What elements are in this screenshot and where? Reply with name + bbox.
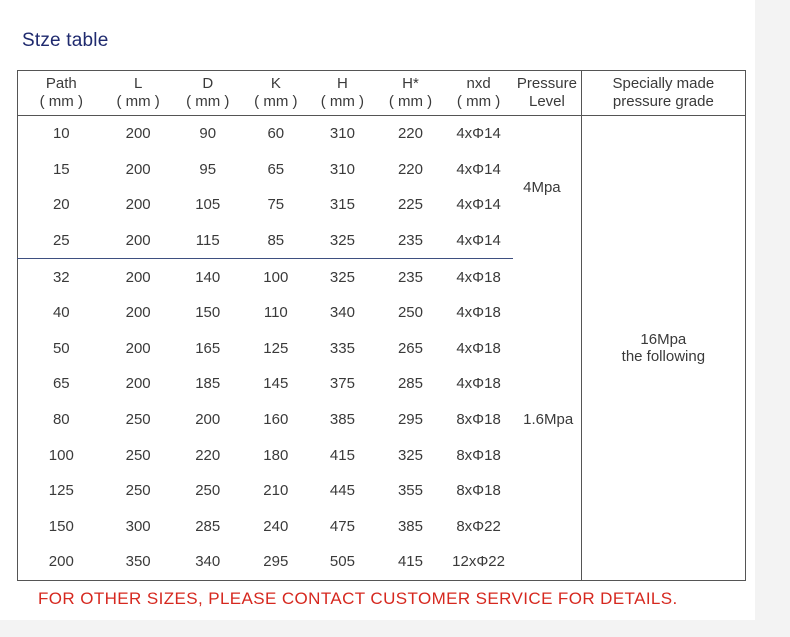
cell-nxd: 4xΦ14 (456, 196, 501, 214)
header-path: Path ( mm ) (18, 71, 105, 116)
cell-path: 10 (52, 125, 70, 143)
cell-h: 375 (329, 375, 355, 393)
cell-h-star: 285 (397, 375, 423, 393)
cell-d: 165 (195, 339, 221, 357)
cell-path: 15 (52, 160, 70, 178)
cell-d: 115 (172, 223, 244, 259)
cell-l: 300 (125, 517, 151, 535)
cell-h: 505 (329, 553, 355, 571)
cell-h: 335 (329, 339, 355, 357)
cell-d: 250 (195, 482, 221, 500)
cell-d: 220 (195, 446, 221, 464)
cell-k: 100 (263, 268, 289, 286)
cell-nxd: 4xΦ14 (444, 223, 513, 259)
cell-path: 32 (52, 268, 70, 286)
cell-d: 285 (195, 517, 221, 535)
cell-k: 110 (263, 304, 288, 322)
cell-h: 325 (308, 223, 377, 259)
cell-d: 90 (199, 125, 217, 143)
cell-l: 200 (105, 223, 172, 259)
page-title: Stze table (22, 30, 109, 51)
cell-h: 415 (329, 446, 355, 464)
cell-h: 340 (329, 304, 355, 322)
cell-k: 125 (263, 339, 289, 357)
cell-path: 150 (48, 517, 74, 535)
cell-path: 80 (52, 411, 70, 429)
cell-l: 200 (125, 339, 151, 357)
cell-nxd: 8xΦ18 (456, 411, 501, 429)
cell-l: 200 (125, 160, 151, 178)
cell-path: 50 (52, 339, 70, 357)
cell-d: 200 (195, 411, 221, 429)
cell-k: 240 (263, 517, 289, 535)
cell-h-star: 355 (397, 482, 423, 500)
cell-path: 20 (52, 196, 70, 214)
cell-l: 250 (125, 482, 151, 500)
cell-nxd: 4xΦ18 (456, 268, 501, 286)
cell-h-star: 235 (377, 223, 444, 259)
cell-nxd: 4xΦ18 (456, 304, 501, 322)
cell-h: 315 (329, 196, 355, 214)
contact-notice: FOR OTHER SIZES, PLEASE CONTACT CUSTOMER SERVICE FOR DETAILS. (38, 589, 678, 608)
cell-special-grade: 16Mpa the following (581, 116, 745, 581)
cell-k: 60 (267, 125, 285, 143)
cell-path: 100 (48, 446, 74, 464)
cell-pressure-level-4mpa: 4Mpa (523, 178, 561, 196)
cell-k: 210 (263, 482, 289, 500)
cell-h: 325 (329, 268, 355, 286)
cell-k: 295 (263, 553, 289, 571)
cell-path: 125 (48, 482, 74, 500)
cell-k: 160 (263, 411, 289, 429)
cell-h-star: 235 (397, 268, 423, 286)
cell-nxd: 8xΦ18 (456, 446, 501, 464)
cell-nxd: 4xΦ18 (456, 375, 501, 393)
size-table (17, 70, 746, 581)
cell-h-star: 220 (397, 160, 423, 178)
cell-nxd: 8xΦ22 (456, 517, 501, 535)
cell-h-star: 250 (397, 304, 423, 322)
cell-h-star: 415 (397, 553, 423, 571)
header-d: D ( mm ) (172, 71, 244, 116)
cell-h-star: 385 (397, 517, 423, 535)
cell-nxd: 12xΦ22 (452, 553, 505, 571)
header-special-grade: Specially made pressure grade (581, 71, 745, 116)
cell-h-star: 265 (397, 339, 423, 357)
cell-h-star: 295 (397, 411, 423, 429)
header-k: K ( mm ) (244, 71, 308, 116)
cell-d: 105 (195, 196, 221, 214)
cell-d: 340 (195, 553, 221, 571)
cell-l: 200 (125, 375, 151, 393)
cell-d: 185 (195, 375, 221, 393)
cell-nxd: 8xΦ18 (456, 482, 501, 500)
cell-k: 65 (267, 160, 285, 178)
cell-path: 40 (52, 304, 70, 322)
cell-pressure-level-1-6mpa: 1.6Mpa (523, 410, 574, 428)
cell-l: 350 (125, 553, 151, 571)
header-l: L ( mm ) (105, 71, 172, 116)
header-row (18, 71, 746, 116)
header-h: H ( mm ) (308, 71, 377, 116)
cell-h: 310 (329, 160, 355, 178)
cell-l: 250 (125, 411, 151, 429)
cell-nxd: 4xΦ14 (456, 125, 501, 143)
right-background-strip (755, 0, 790, 637)
cell-l: 200 (125, 196, 151, 214)
cell-l: 200 (125, 268, 151, 286)
bottom-background-strip (0, 620, 790, 637)
header-h-star: H* ( mm ) (377, 71, 444, 116)
cell-h: 475 (329, 517, 355, 535)
cell-h: 310 (329, 125, 355, 143)
cell-d: 95 (199, 160, 217, 178)
cell-nxd: 4xΦ18 (456, 339, 501, 357)
cell-path: 65 (52, 375, 70, 393)
header-nxd: nxd ( mm ) (444, 71, 513, 116)
cell-k: 145 (263, 375, 289, 393)
cell-h-star: 325 (397, 446, 423, 464)
cell-h-star: 220 (397, 125, 423, 143)
cell-nxd: 4xΦ14 (456, 160, 501, 178)
cell-path: 25 (18, 223, 105, 259)
cell-path: 200 (48, 553, 74, 571)
cell-d: 150 (195, 304, 221, 322)
cell-h: 385 (329, 411, 355, 429)
cell-k: 180 (263, 446, 289, 464)
cell-l: 200 (125, 125, 151, 143)
cell-d: 140 (195, 268, 221, 286)
cell-l: 250 (125, 446, 151, 464)
cell-h-star: 225 (397, 196, 423, 214)
cell-k: 75 (267, 196, 285, 214)
cell-l: 200 (125, 304, 151, 322)
header-pressure-level: Pressure Level (513, 71, 581, 116)
cell-k: 85 (244, 223, 308, 259)
table-row (18, 116, 746, 152)
cell-h: 445 (329, 482, 355, 500)
